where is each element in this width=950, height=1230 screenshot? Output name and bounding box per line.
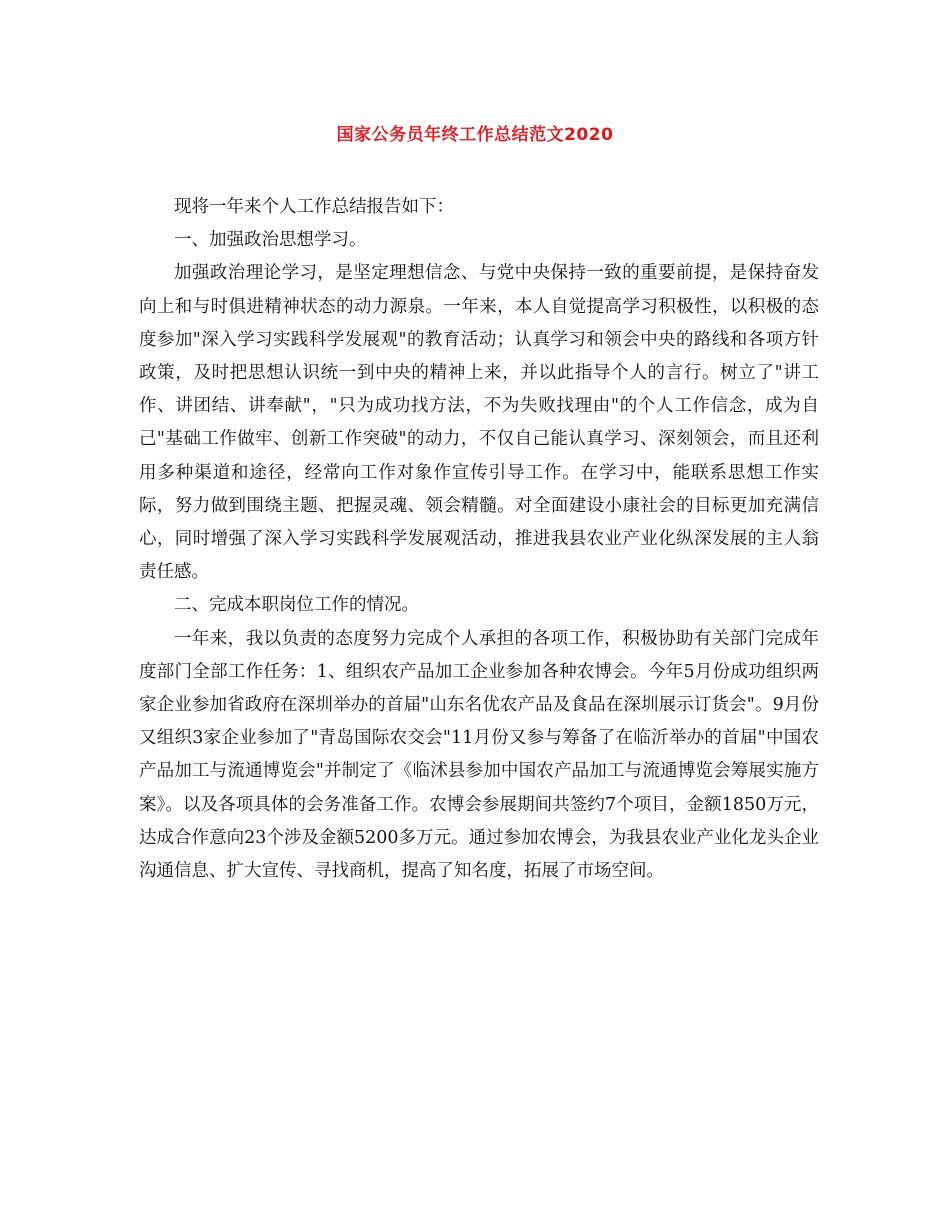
section-1-paragraph: 加强政治理论学习，是坚定理想信念、与党中央保持一致的重要前提，是保持奋发向上和与时俱进精神状态的动力源泉。一年来，本人自觉提高学习积极性，以积极的态度参加"深入学习实践科学发展观"的教育活动；认真学习和领会中央的路线和各项方针政策，及时把思想认识统一到中央的精神上来，并以此指导个人的言行。树立了"讲工作、讲团结、讲奉献"，"只为成功找方法，不为失败找理由"的个人工作信念，成为自己"基础工作做牢、创新工作突破"的动力，不仅自己能认真学习、深刻领会，而且还利用多种渠道和途径，经常向工作对象作宣传引导工作。在学习中，能联系思想工作实际，努力做到围绕主题、把握灵魂、领会精髓。对全面建设小康社会的目标更加充满信心，同时增强了深入学习实践科学发展观活动，推进我县农业产业化纵深发展的主人翁责任感。 xyxy=(139,263,819,583)
section-heading-2: 二、完成本职岗位工作的情况。 xyxy=(174,595,419,616)
section-2-paragraph: 一年来，我以负责的态度努力完成个人承担的各项工作，积极协助有关部门完成年度部门全部工作任务：1、组织农产品加工企业参加各种农博会。今年5月份成功组织两家企业参加省政府在深圳举办的首届"山东名优农产品及食品在深圳展示订货会"。9月份又组织3家企业参加了"青岛国际农交会"11月份又参与筹备了在临沂举办的首届"中国农产品加工与流通博览会"并制定了《临沭县参加中国农产品加工与流通博览会筹展实施方案》。以及各项具体的会务准备工作。农博会参展期间共签约7个项目，金额1850万元，达成合作意向23个涉及金额5200多万元。通过参加农博会，为我县农业产业化龙头企业沟通信息、扩大宣传、寻找商机，提高了知名度，拓展了市场空间。 xyxy=(139,628,819,882)
section-heading-1: 一、加强政治思想学习。 xyxy=(174,230,367,251)
document-body xyxy=(139,191,819,888)
intro-paragraph: 现将一年来个人工作总结报告如下： xyxy=(174,197,454,217)
document-title: 国家公务员年终工作总结范文2020 xyxy=(336,125,614,145)
